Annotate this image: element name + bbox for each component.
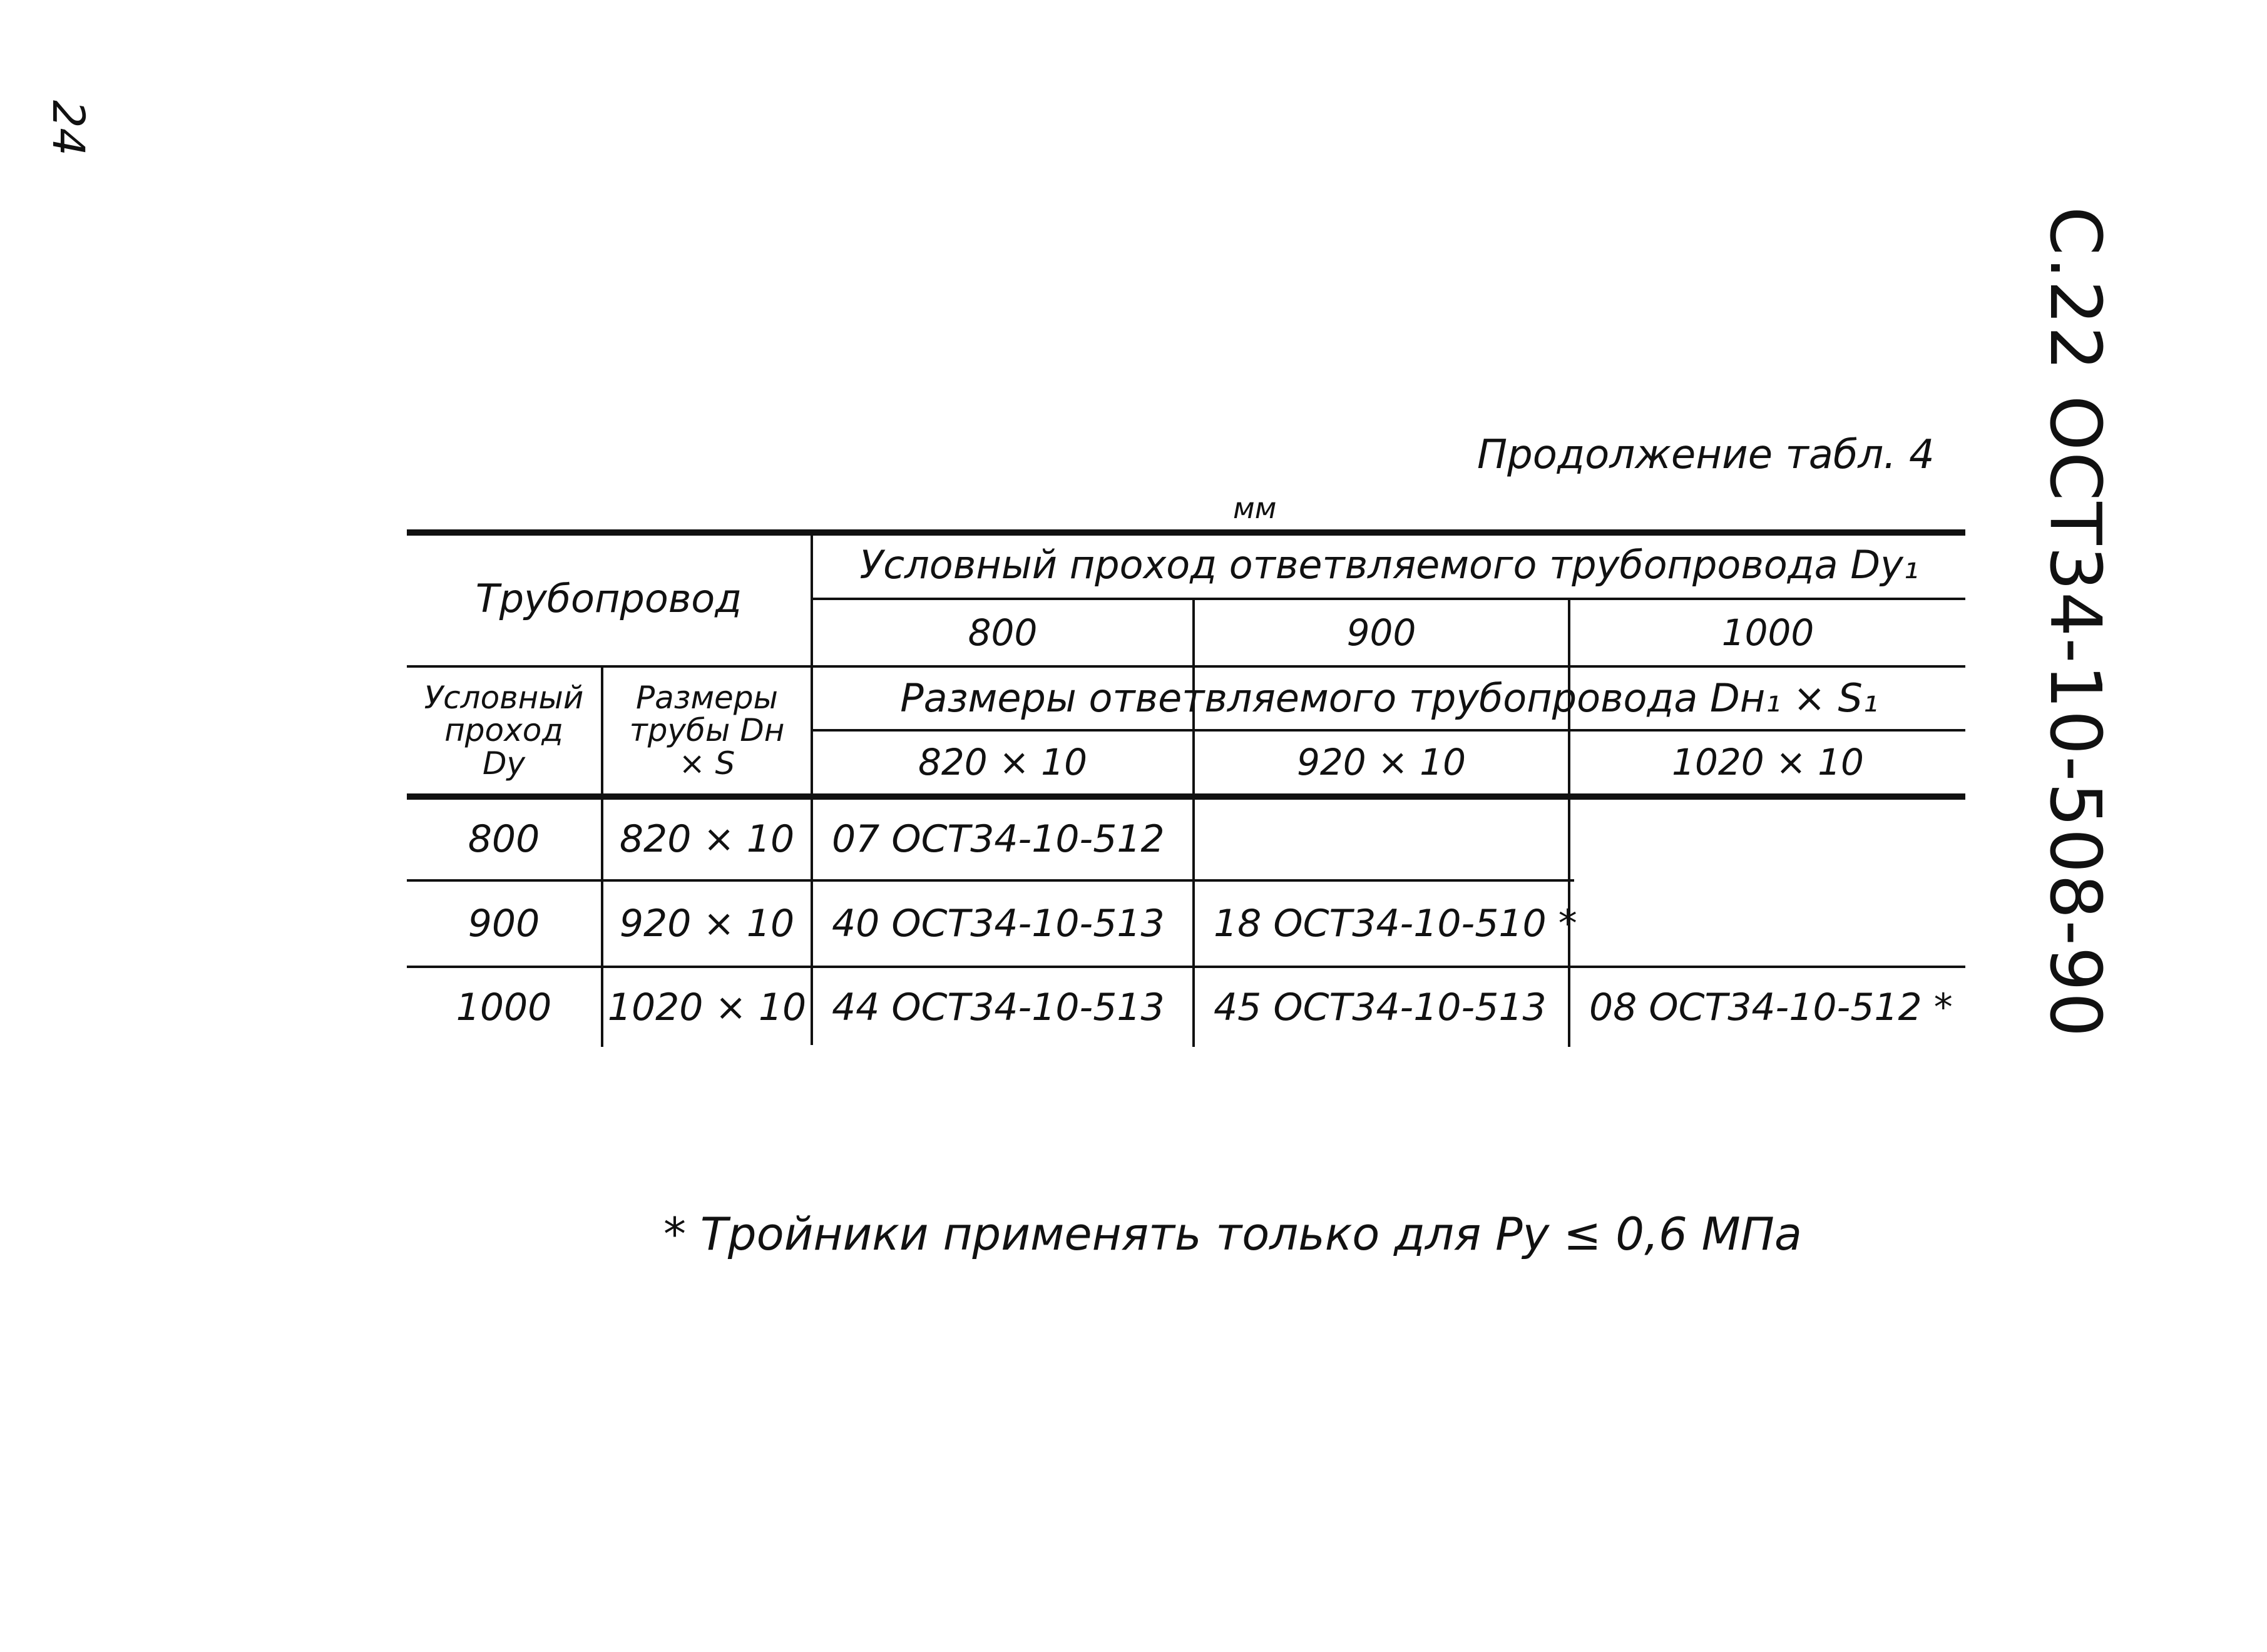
branch-size-2: 920 × 10 — [1297, 741, 1466, 784]
row-dy: 900 — [468, 901, 540, 946]
table-caption: Продолжение табл. 4 — [1477, 432, 1935, 478]
page-number: 24 — [43, 100, 94, 156]
row-dy: 800 — [468, 817, 540, 861]
header-nominal-bore: Условный проход Dу — [424, 679, 584, 782]
row-tee-1: 44 ОСТ34-10-513 — [832, 985, 1165, 1029]
branch-dn-900: 900 — [1346, 611, 1416, 654]
row-size: 1020 × 10 — [607, 985, 807, 1029]
table-header-rule — [407, 793, 1965, 800]
document-code: С.22 ОСТ34-10-508-90 — [2034, 206, 2116, 1039]
row-tee-1: 07 ОСТ34-10-512 — [832, 817, 1165, 861]
branch-dn-1000: 1000 — [1721, 611, 1814, 654]
header-branch-sizes: Размеры ответвляемого трубопровода Dн₁ × S₁ — [900, 675, 1878, 721]
row-size: 920 × 10 — [619, 901, 795, 946]
branch-size-1: 820 × 10 — [918, 741, 1087, 784]
header-pipe-size: Размеры трубы Dн × S — [629, 679, 785, 782]
row-tee-3: 08 ОСТ34-10-512 * — [1589, 985, 1953, 1029]
row-tee-2: 18 ОСТ34-10-510 * — [1214, 901, 1577, 946]
branch-size-3: 1020 × 10 — [1672, 741, 1864, 784]
row-size: 820 × 10 — [619, 817, 795, 861]
header-branch-dn: Условный проход ответвляемого трубопровода Dу₁ — [859, 541, 1919, 588]
footnote: * Тройники применять только для Pу ≤ 0,6 МПа — [663, 1208, 1803, 1260]
header-pipeline: Трубопровод — [475, 575, 742, 621]
row-tee-2: 45 ОСТ34-10-513 — [1214, 985, 1547, 1029]
units-label: мм — [1233, 491, 1277, 525]
row-dy: 1000 — [456, 985, 552, 1029]
row-tee-1: 40 ОСТ34-10-513 — [832, 901, 1165, 946]
branch-dn-800: 800 — [968, 611, 1038, 654]
